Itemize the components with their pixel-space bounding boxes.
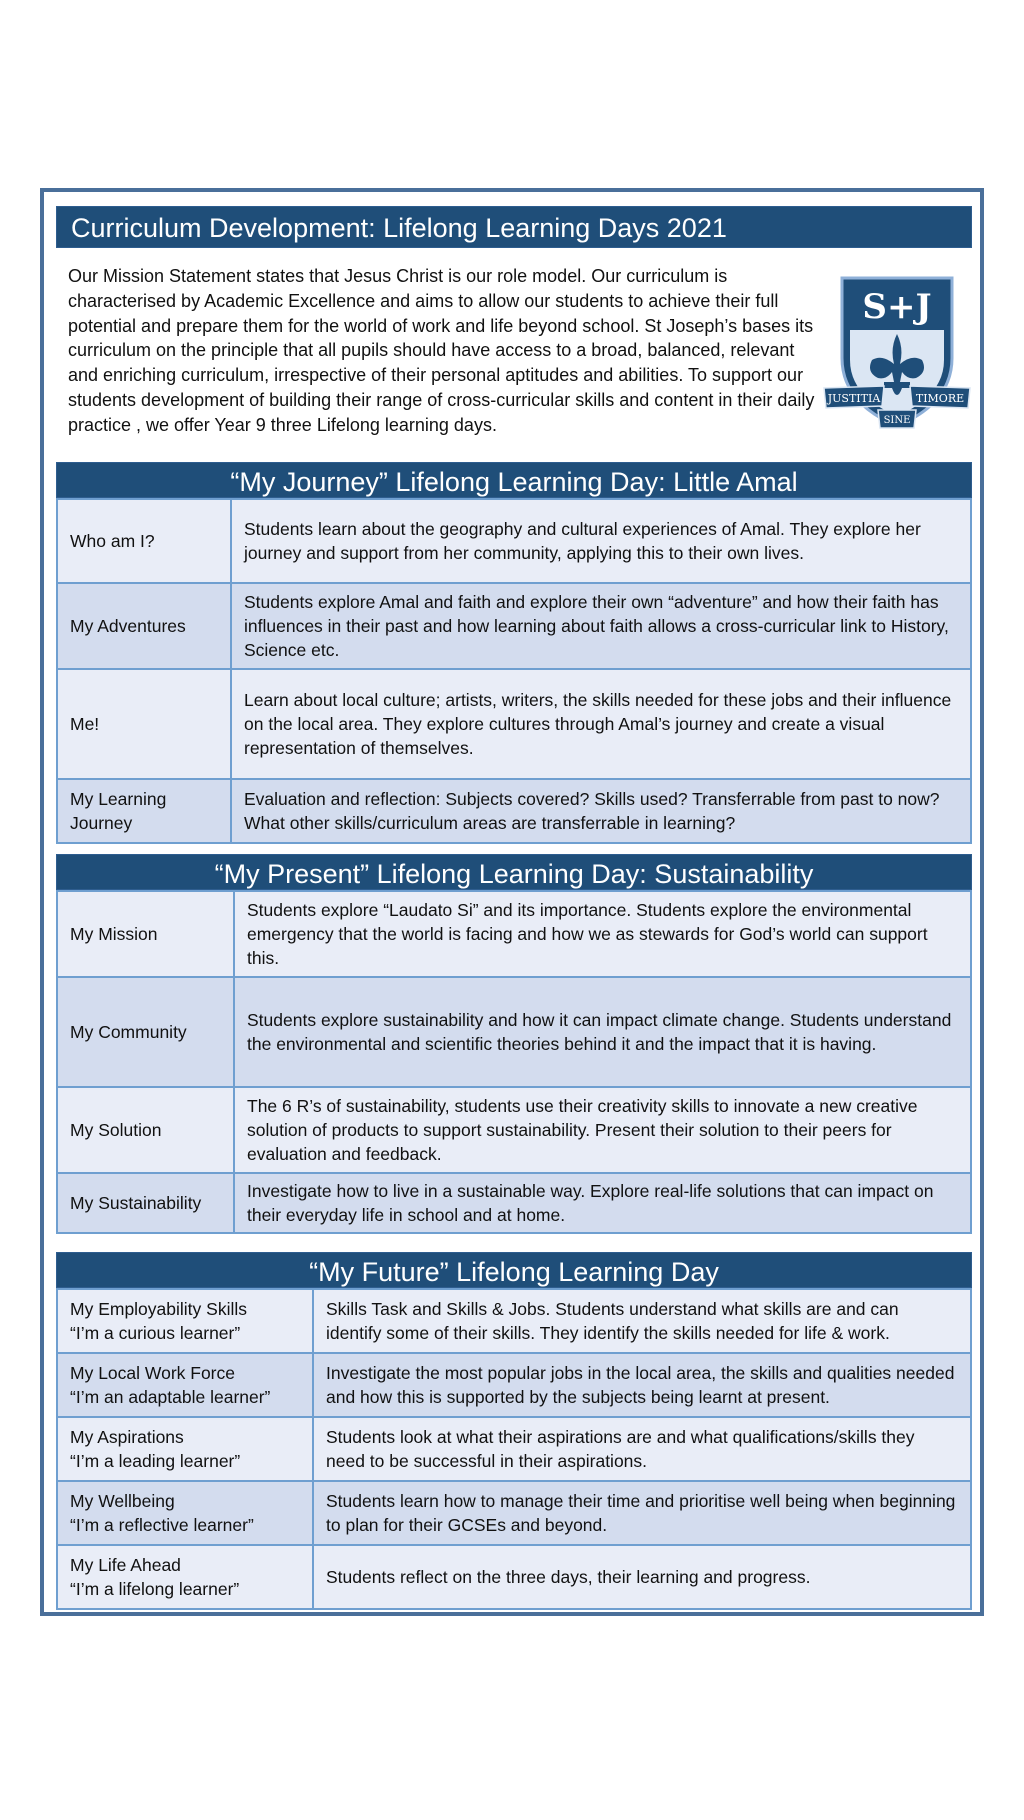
school-crest-logo xyxy=(822,268,972,432)
section-heading: “My Present” Lifelong Learning Day: Sustainability xyxy=(56,854,972,890)
row-label-quote: “I’m a curious learner” xyxy=(70,1323,241,1343)
row-label-title: My Local Work Force xyxy=(70,1363,235,1383)
row-description: Evaluation and reflection: Subjects covered? Skills used? Transferrable from past to now? What other skills/curriculum areas are transferrable in learning? xyxy=(231,779,971,843)
crest-motto-left: JUSTITIA xyxy=(827,392,881,405)
row-description: Investigate the most popular jobs in the local area, the skills and qualities needed and how this is supported by the subjects being learnt at present. xyxy=(313,1353,971,1417)
document-frame xyxy=(40,188,984,1616)
row-label: My Learning Journey xyxy=(57,779,231,843)
row-label xyxy=(57,1545,313,1609)
row-label: My Adventures xyxy=(57,583,231,669)
row-label-quote: “I’m a leading learner” xyxy=(70,1451,241,1471)
row-description: Students explore sustainability and how it can impact climate change. Students understand the environmental and scientific theories behind it and the impact that it is having. xyxy=(234,977,971,1087)
row-description: Students learn about the geography and cultural experiences of Amal. They explore her journey and support from her community, applying this to their own lives. xyxy=(231,499,971,583)
table-row xyxy=(57,1353,971,1417)
table-row xyxy=(57,499,971,583)
row-label-quote: “I’m a lifelong learner” xyxy=(70,1579,240,1599)
section-heading: “My Journey” Lifelong Learning Day: Little Amal xyxy=(56,462,972,498)
row-label xyxy=(57,1481,313,1545)
table-row xyxy=(57,1173,971,1233)
row-label-title: My Employability Skills xyxy=(70,1299,247,1319)
row-description: Learn about local culture; artists, writers, the skills needed for these jobs and their influence on the local area. They explore cultures through Amal’s journey and create a visual representation of themselves. xyxy=(231,669,971,779)
row-description: Skills Task and Skills & Jobs. Students understand what skills are and can identify some of their skills. They identify the skills needed for life & work. xyxy=(313,1289,971,1353)
page-title: Curriculum Development: Lifelong Learning Days 2021 xyxy=(56,206,972,248)
row-description: Students reflect on the three days, their learning and progress. xyxy=(313,1545,971,1609)
table-row xyxy=(57,1289,971,1353)
section-table xyxy=(56,1288,972,1610)
row-description: Investigate how to live in a sustainable way. Explore real-life solutions that can impact on their everyday life in school and at home. xyxy=(234,1173,971,1233)
section-my-journey xyxy=(56,462,972,844)
row-label: My Community xyxy=(57,977,234,1087)
table-row xyxy=(57,669,971,779)
row-description: The 6 R’s of sustainability, students use their creativity skills to innovate a new creative solution of products to support sustainability. Present their solution to their peers for evaluation and feedback. xyxy=(234,1087,971,1173)
table-row xyxy=(57,583,971,669)
crest-motto-right: TIMORE xyxy=(915,392,965,405)
crest-initials: S+J xyxy=(862,287,932,327)
row-description: Students explore “Laudato Si” and its importance. Students explore the environmental emergency that the world is facing and how we as stewards for God’s world can support this. xyxy=(234,891,971,977)
mission-statement: Our Mission Statement states that Jesus Christ is our role model. Our curriculum is characterised by Academic Excellence and aims to allow our students to achieve their full potential and prepare them for the world of work and life beyond school. St Joseph’s bases its curriculum on the principle that all pupils should have access to a broad, balanced, relevant and enriching curriculum, irrespective of their personal aptitudes and abilities. To support our students development of building their range of cross-curricular skills and content in their daily practice , we offer Year 9 three Lifelong learning days. xyxy=(68,266,815,435)
row-label-quote: “I’m a reflective learner” xyxy=(70,1515,254,1535)
row-label: Me! xyxy=(57,669,231,779)
section-heading: “My Future” Lifelong Learning Day xyxy=(56,1252,972,1288)
row-label xyxy=(57,1289,313,1353)
row-label: Who am I? xyxy=(57,499,231,583)
table-row xyxy=(57,891,971,977)
row-description: Students learn how to manage their time and prioritise well being when beginning to plan for their GCSEs and beyond. xyxy=(313,1481,971,1545)
section-table xyxy=(56,498,972,844)
row-label xyxy=(57,1353,313,1417)
section-table xyxy=(56,890,972,1234)
table-row xyxy=(57,977,971,1087)
row-label-quote: “I’m an adaptable learner” xyxy=(70,1387,271,1407)
row-description: Students explore Amal and faith and explore their own “adventure” and how their faith has influences in their past and how learning about faith allows a cross-curricular link to History, Science etc. xyxy=(231,583,971,669)
crest-motto-bottom: SINE xyxy=(883,415,911,426)
table-row xyxy=(57,1481,971,1545)
row-label: My Solution xyxy=(57,1087,234,1173)
table-row xyxy=(57,1087,971,1173)
table-row xyxy=(57,1417,971,1481)
table-row xyxy=(57,1545,971,1609)
section-my-present xyxy=(56,854,972,1234)
table-row xyxy=(57,779,971,843)
row-label-title: My Wellbeing xyxy=(70,1491,175,1511)
row-label-title: My Aspirations xyxy=(70,1427,184,1447)
row-label xyxy=(57,1417,313,1481)
row-label: My Mission xyxy=(57,891,234,977)
row-description: Students look at what their aspirations are and what qualifications/skills they need to be successful in their aspirations. xyxy=(313,1417,971,1481)
section-my-future xyxy=(56,1252,972,1610)
row-label: My Sustainability xyxy=(57,1173,234,1233)
row-label-title: My Life Ahead xyxy=(70,1555,181,1575)
